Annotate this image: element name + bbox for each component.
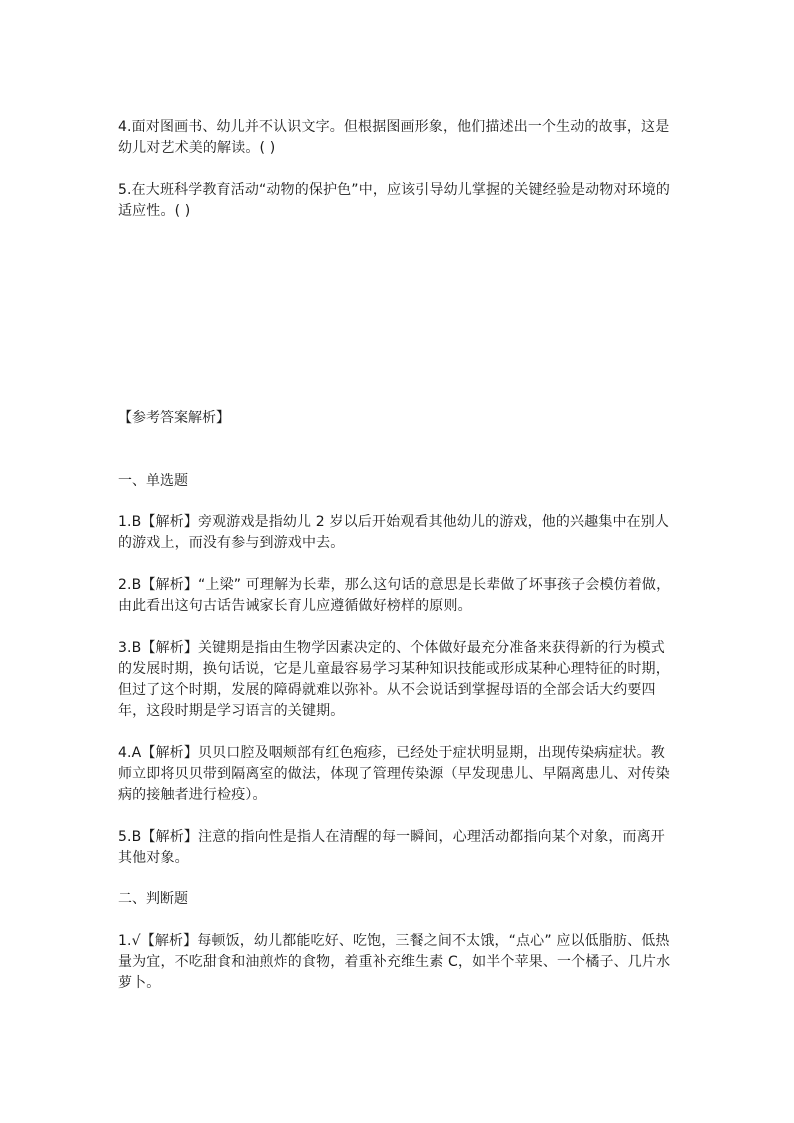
judgement-answer-item: 1.√【解析】每顿饭，幼儿都能吃好、吃饱，三餐之间不太饿，“点心” 应以低脂肪、低热量为宜，不吃甜食和油煎炸的食物，着重补充维生素 C，如半个苹果、一个橘子、几片水萝卜。 bbox=[118, 933, 671, 991]
answer-item: 2.B【解析】“上梁” 可理解为长辈，那么这句话的意思是长辈做了坏事孩子会模仿着做，由此看出这句古话告诫家长育儿应遵循做好榜样的原则。 bbox=[118, 577, 671, 614]
answer-item: 4.A【解析】贝贝口腔及咽颊部有红色疱疹，已经处于症状明显期，出现传染病症状。教师立即将贝贝带到隔离室的做法，体现了管理传染源（早发现患儿、早隔离患儿、对传染病的接触者进行检疫）。 bbox=[118, 745, 670, 803]
question-4: 4.面对图画书、幼儿并不认识文字。但根据图画形象，他们描述出一个生动的故事，这是幼儿对艺术美的解读。( ) bbox=[118, 119, 670, 156]
question-5: 5.在大班科学教育活动“动物的保护色”中，应该引导幼儿掌握的关键经验是动物对环境的适应性。( ) bbox=[118, 182, 671, 219]
answer-key-heading: 【参考答案解析】 bbox=[118, 410, 230, 426]
answer-item: 3.B【解析】关键期是指由生物学因素决定的、个体做好最充分准备来获得新的行为模式的发展时期，换句话说，它是儿童最容易学习某种知识技能或形成某种心理特征的时期，但过了这个时期，发展的障碍就难以弥补。从不会说话到掌握母语的全部会话大约要四年，这段时期是学习语言的关键期。 bbox=[118, 640, 670, 719]
section-judgement-title: 二、判断题 bbox=[118, 891, 188, 907]
section-single-choice-title: 一、单选题 bbox=[118, 473, 188, 489]
answer-item: 1.B【解析】旁观游戏是指幼儿 2 岁以后开始观看其他幼儿的游戏，他的兴趣集中在别人的游戏上，而没有参与到游戏中去。 bbox=[118, 514, 670, 551]
answer-item: 5.B【解析】注意的指向性是指人在清醒的每一瞬间，心理活动都指向某个对象，而离开其他对象。 bbox=[118, 829, 665, 866]
